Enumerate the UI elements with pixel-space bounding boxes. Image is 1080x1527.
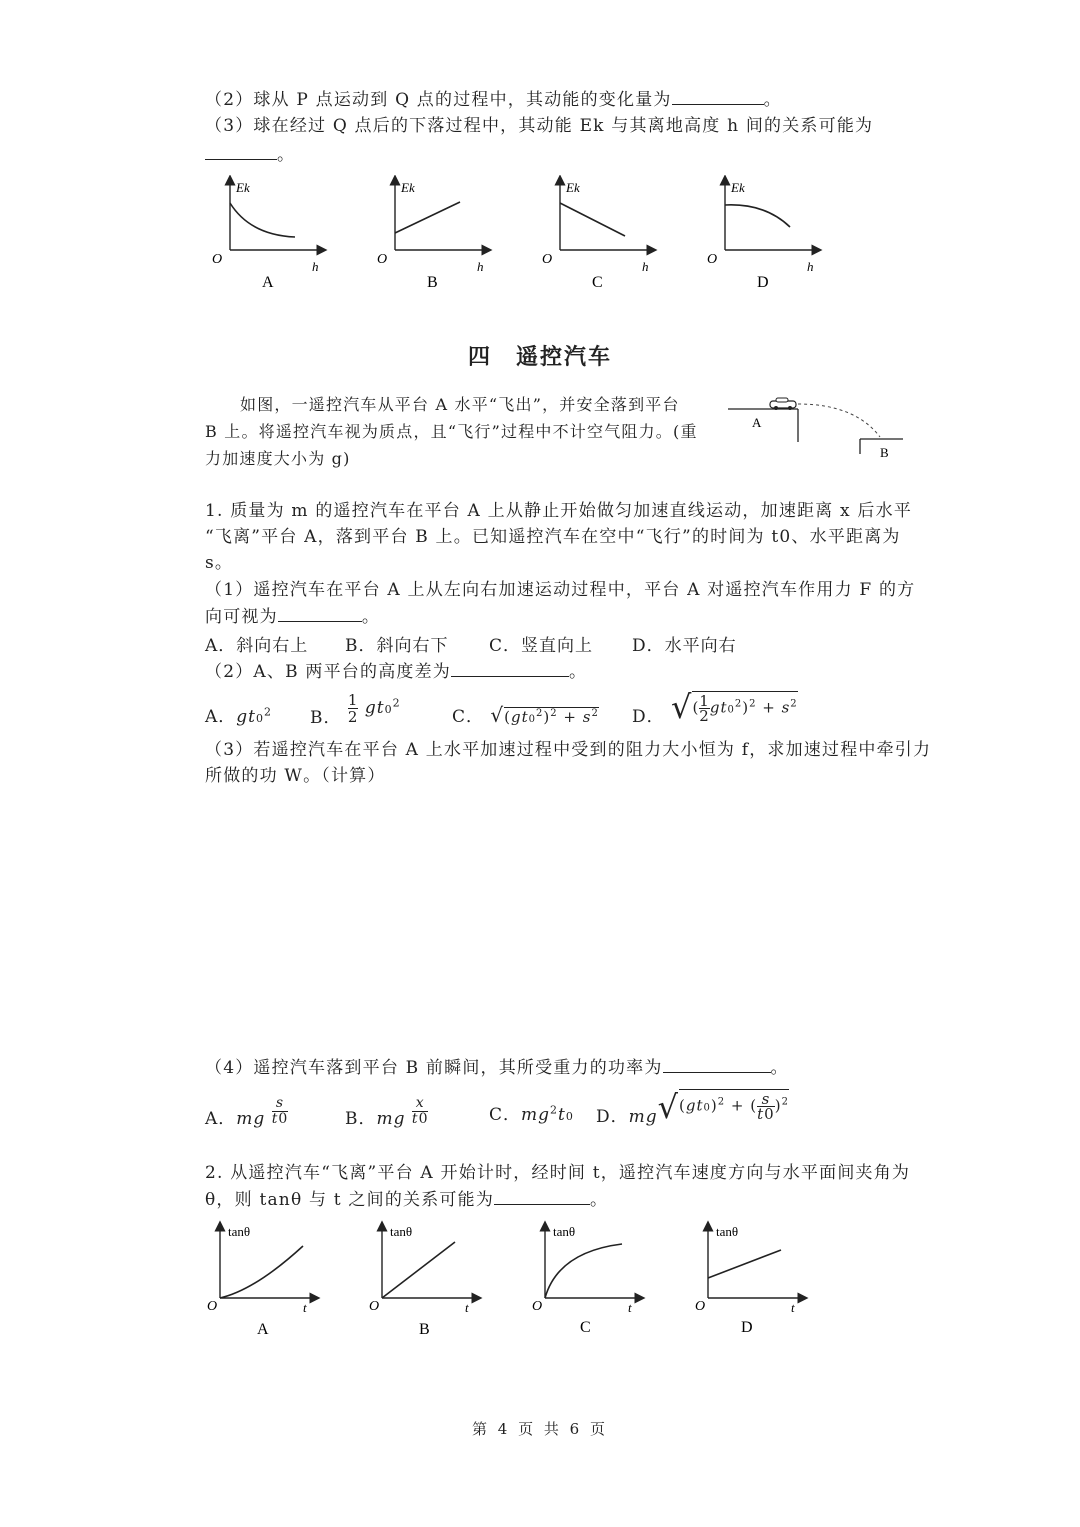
answer-blank[interactable]: [494, 1186, 590, 1205]
platform-a-label: A: [752, 415, 762, 430]
option-prefix: D．: [632, 707, 665, 727]
option-prefix: D．: [596, 1107, 629, 1127]
tan-graph-a: [207, 1224, 315, 1338]
ek-graph-d: [707, 180, 817, 291]
q1-line-1: 1. 质量为 m 的遥控汽车在平台 A 上从静止开始做匀加速直线运动，加速距离 x 后水平: [205, 501, 913, 521]
option-label-d: D: [757, 274, 769, 291]
origin-label: O: [542, 252, 553, 267]
intro-line-1: 如图，一遥控汽车从平台 A 水平“飞出”，并安全落到平台: [240, 395, 680, 414]
platform-figure: [725, 392, 910, 467]
option-label-a: A: [262, 274, 274, 291]
q1-p4-option-b[interactable]: B．mg $\frac{x}{t0}$: [345, 1095, 429, 1129]
q1-p4-option-a[interactable]: A．mg $\frac{s}{t0}$: [205, 1095, 289, 1129]
period: 。: [361, 607, 381, 627]
q1-part3-line1: （3）若遥控汽车在平台 A 上水平加速过程中受到的阻力大小恒为 f，求加速过程中牵引力: [205, 740, 932, 760]
answer-blank[interactable]: [205, 141, 277, 160]
q1-p4-option-c[interactable]: C．$mg^2t0$: [489, 1103, 574, 1125]
q1-part2-line: [205, 658, 587, 685]
origin-label: O: [707, 252, 718, 267]
tan-theta-graphs: [195, 1220, 835, 1345]
q1-part3-line2: 所做的功 W。（计算）: [205, 766, 386, 786]
intro-line-2: B 上。将遥控汽车视为质点，且“飞行”过程中不计空气阻力。(重: [205, 422, 698, 441]
q1-line-3: s。: [205, 553, 234, 573]
option-label-d: D: [741, 1319, 753, 1336]
tan-graph-c: [532, 1224, 640, 1336]
tan-graph-b: [369, 1224, 477, 1338]
origin-label: O: [207, 1299, 218, 1314]
h-x-label: h: [642, 259, 649, 274]
ek-h-graphs: [200, 175, 840, 295]
section-title: 四 遥控汽车: [467, 345, 612, 370]
answer-blank[interactable]: [663, 1054, 771, 1073]
option-label-b: B: [419, 1321, 430, 1338]
option-prefix: B．: [345, 1109, 377, 1129]
origin-label: O: [212, 252, 223, 267]
period: 。: [277, 145, 296, 165]
ek-y-label: Ek: [731, 180, 745, 195]
platform-b-label: B: [880, 445, 889, 460]
question-part-2-text: （2）球从 P 点运动到 Q 点的过程中，其动能的变化量为: [205, 90, 672, 110]
q1-p2-option-b[interactable]: B． $\frac{1}{2}$ $gt0^2$: [310, 691, 401, 728]
q2-text: θ，则 tanθ 与 t 之间的关系可能为: [205, 1190, 495, 1210]
tan-line-b: [382, 1242, 455, 1298]
option-prefix: A．: [205, 1109, 237, 1129]
q1-p2-option-a[interactable]: A．$gt0^2$: [205, 705, 272, 727]
h-x-label: h: [807, 259, 814, 274]
q1-p1-option-a[interactable]: A．斜向右上: [205, 636, 309, 656]
q1-part1-line1: （1）遥控汽车在平台 A 上从左向右加速运动过程中，平台 A 对遥控汽车作用力 F 的方: [205, 580, 916, 600]
t-x-label: t: [465, 1300, 469, 1315]
answer-blank[interactable]: [672, 86, 764, 105]
t-x-label: t: [303, 1300, 307, 1315]
q1-line-2: “飞离”平台 A，落到平台 B 上。已知遥控汽车在空中“飞行”的时间为 t0、水平距离为: [205, 527, 901, 547]
ek-graph-c: [542, 180, 652, 291]
tan-y-label: tanθ: [553, 1224, 576, 1239]
tan-line-d: [708, 1250, 781, 1278]
option-label-c: C: [580, 1319, 591, 1336]
ek-graph-a: [212, 180, 322, 291]
tan-curve-a: [220, 1246, 303, 1298]
t-x-label: t: [791, 1300, 795, 1315]
tan-graph-d: [695, 1224, 803, 1336]
q1-p2-option-d[interactable]: D． √( $\frac{1}{2}$ $gt0^2)^2 + s^2$: [632, 688, 798, 727]
car-icon: [770, 398, 796, 410]
origin-label: O: [532, 1299, 543, 1314]
question-part-3: （3）球在经过 Q 点后的下落过程中，其动能 Ek 与其离地高度 h 间的关系可能为: [205, 116, 874, 136]
q1-p1-option-d[interactable]: D．水平向右: [632, 636, 737, 656]
q2-line-2: [205, 1186, 608, 1213]
answer-blank[interactable]: [278, 603, 362, 622]
option-prefix: B．: [310, 708, 342, 728]
q1-part1-line2: [205, 603, 380, 630]
period: 。: [569, 662, 588, 682]
origin-label: O: [369, 1299, 380, 1314]
option-label-a: A: [257, 1321, 269, 1338]
option-prefix: C．: [452, 707, 485, 727]
q1-p1-option-b[interactable]: B．斜向右下: [345, 636, 449, 656]
q2-line-1: 2. 从遥控汽车“飞离”平台 A 开始计时，经时间 t，遥控汽车速度方向与水平面间夹角为: [205, 1163, 911, 1183]
period: 。: [763, 90, 782, 110]
trajectory: [798, 404, 880, 437]
q1-p2-option-c[interactable]: C． $√(gt0^2)^2 + s^2$: [452, 703, 599, 727]
answer-blank[interactable]: [451, 658, 569, 677]
h-x-label: h: [477, 259, 484, 274]
h-x-label: h: [312, 259, 319, 274]
ek-y-label: Ek: [566, 180, 580, 195]
ek-y-label: Ek: [236, 180, 250, 195]
q1-p1-option-c[interactable]: C．竖直向上: [489, 636, 594, 656]
period: 。: [770, 1058, 789, 1078]
option-label-b: B: [427, 274, 438, 291]
option-prefix: A．: [205, 707, 237, 727]
q1-part2-text: （2）A、B 两平台的高度差为: [205, 662, 451, 682]
tan-curve-c: [545, 1244, 622, 1298]
origin-label: O: [695, 1299, 706, 1314]
q1-part4-text: （4）遥控汽车落到平台 B 前瞬间，其所受重力的功率为: [205, 1058, 663, 1078]
period: 。: [590, 1190, 609, 1210]
ek-graph-b: [377, 180, 487, 291]
answer-space[interactable]: [205, 795, 905, 1035]
ek-curve-d: [725, 205, 790, 227]
question-part-2: [205, 86, 782, 113]
q1-p4-option-d[interactable]: D．$mg√(gt0)^2$ + ( $\frac{s}{t0}$ )$^2$: [596, 1088, 789, 1127]
option-label-c: C: [592, 274, 603, 291]
tan-y-label: tanθ: [228, 1224, 251, 1239]
tan-y-label: tanθ: [716, 1224, 739, 1239]
q1-part4-line: [205, 1054, 789, 1081]
ek-y-label: Ek: [401, 180, 415, 195]
ek-curve-a: [230, 203, 295, 237]
origin-label: O: [377, 252, 388, 267]
t-x-label: t: [628, 1300, 632, 1315]
question-part-3-line2: [205, 141, 295, 168]
page-footer: 第 4 页 共 6 页: [472, 1420, 608, 1438]
ek-line-b: [395, 202, 460, 233]
q1-part1-text: 向可视为: [205, 607, 278, 627]
option-prefix: C．: [489, 1105, 522, 1125]
ek-line-c: [560, 203, 625, 236]
intro-line-3: 力加速度大小为 g): [205, 449, 351, 468]
tan-y-label: tanθ: [390, 1224, 413, 1239]
